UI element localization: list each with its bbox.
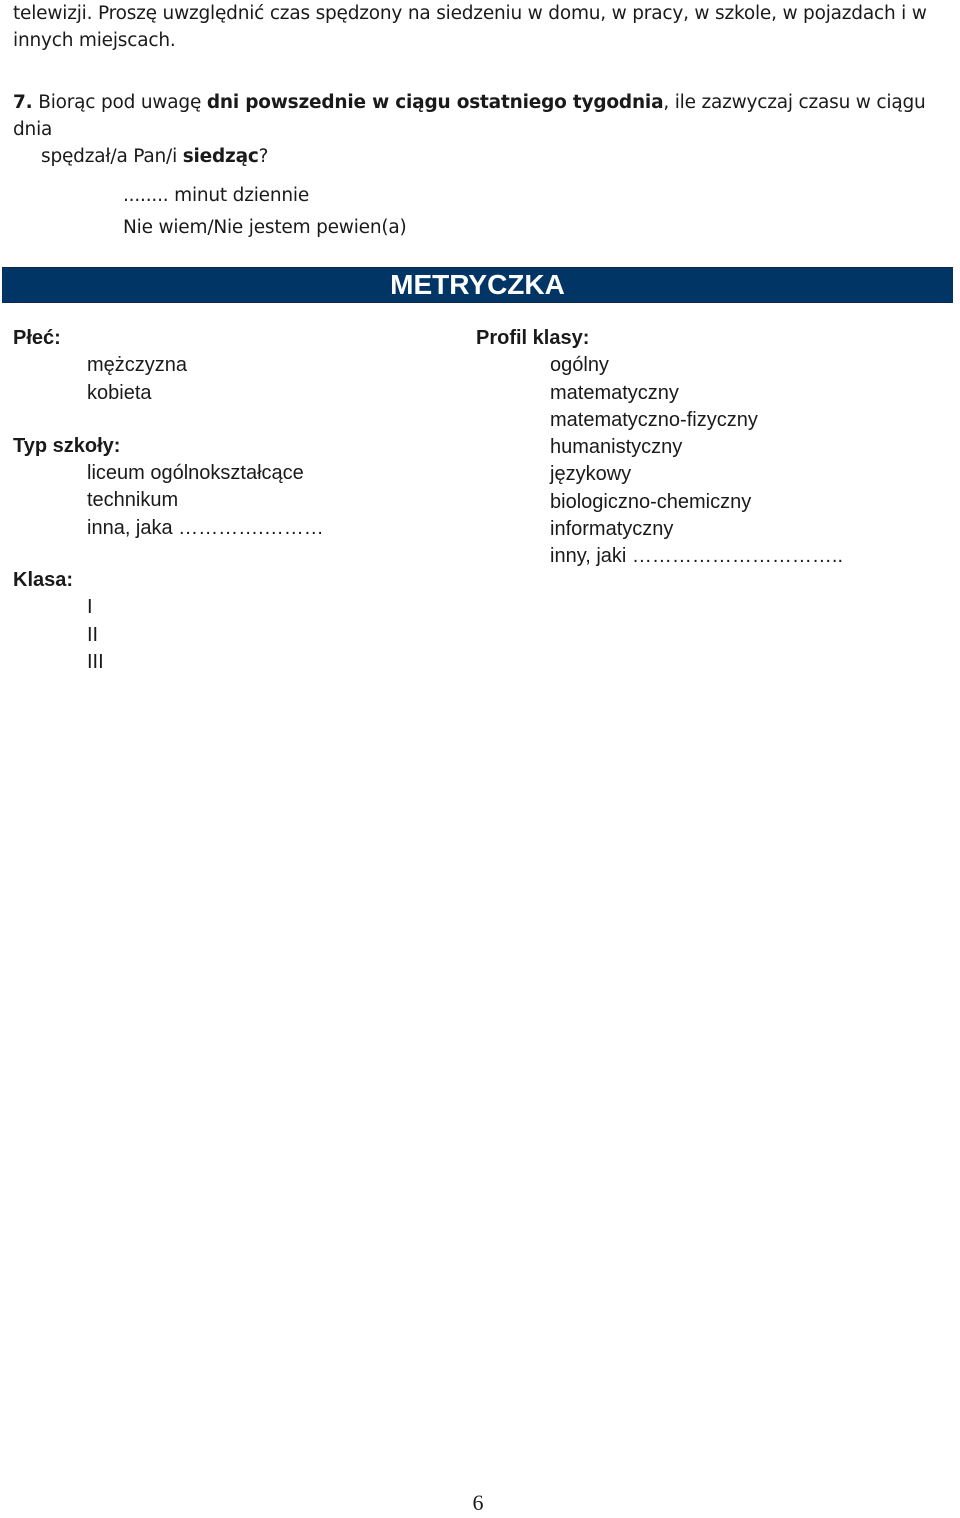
class-option-3[interactable]: III: [87, 650, 104, 673]
profile-option-humanities[interactable]: humanistyczny: [550, 436, 683, 459]
banner-title: METRYCZKA: [390, 269, 565, 300]
profile-option-math[interactable]: matematyczny: [550, 381, 679, 404]
spacer: [13, 542, 324, 567]
class-option-2[interactable]: II: [87, 623, 99, 646]
profile-option-math-physics[interactable]: matematyczno-fizyczny: [550, 408, 758, 431]
answer-minutes[interactable]: ........ minut dziennie: [123, 185, 310, 206]
question-line2-before: spędzał/a Pan/i: [41, 146, 183, 167]
page-number: 6: [472, 1490, 484, 1515]
profile-option-general[interactable]: ogólny: [550, 354, 609, 377]
form-left-column: [13, 325, 324, 676]
school-type-option-other[interactable]: inna, jaka ………….………: [87, 516, 324, 539]
intro-line-2: innych miejscach.: [13, 30, 176, 51]
class-label: Klasa:: [13, 569, 74, 592]
question-7: [13, 89, 948, 170]
profile-option-languages[interactable]: językowy: [550, 463, 632, 486]
school-type-option-technikum[interactable]: technikum: [87, 489, 179, 512]
spacer: [13, 407, 324, 433]
class-option-1[interactable]: I: [87, 596, 93, 619]
section-banner: [2, 267, 953, 303]
gender-label: Płeć:: [13, 327, 61, 349]
question-bold-sitting: siedząc: [182, 146, 259, 167]
question-7-line-2: [13, 143, 948, 170]
profile-option-it[interactable]: informatyczny: [550, 518, 674, 541]
question-7-line-1: [13, 89, 948, 143]
question-number: 7.: [13, 92, 33, 113]
answer-dont-know[interactable]: Nie wiem/Nie jestem pewien(a): [123, 217, 407, 238]
intro-line-1: telewizji. Proszę uwzględnić czas spędzony na siedzeniu w domu, w pracy, w szkole, w pojazdach i w: [13, 3, 927, 24]
school-type-option-liceum[interactable]: liceum ogólnokształcące: [87, 462, 304, 485]
profile-option-other[interactable]: inny, jaki …………………………..: [550, 545, 843, 568]
gender-option-male[interactable]: mężczyzna: [87, 354, 188, 377]
question-text-before: Biorąc pod uwagę: [32, 92, 207, 113]
school-type-label: Typ szkoły:: [13, 434, 121, 457]
question-7-answers: [123, 180, 407, 244]
question-text-middle: , ile zazwyczaj czasu w ciągu dnia: [13, 92, 926, 140]
class-profile-label: Profil klasy:: [476, 327, 590, 349]
question-line2-after: ?: [258, 146, 269, 167]
form-right-column: [476, 325, 843, 571]
profile-option-bio-chem[interactable]: biologiczno-chemiczny: [550, 490, 752, 513]
question-bold-phrase: dni powszednie w ciągu ostatniego tygodnia: [206, 92, 664, 113]
gender-option-female[interactable]: kobieta: [87, 381, 152, 404]
intro-paragraph: [13, 0, 948, 54]
